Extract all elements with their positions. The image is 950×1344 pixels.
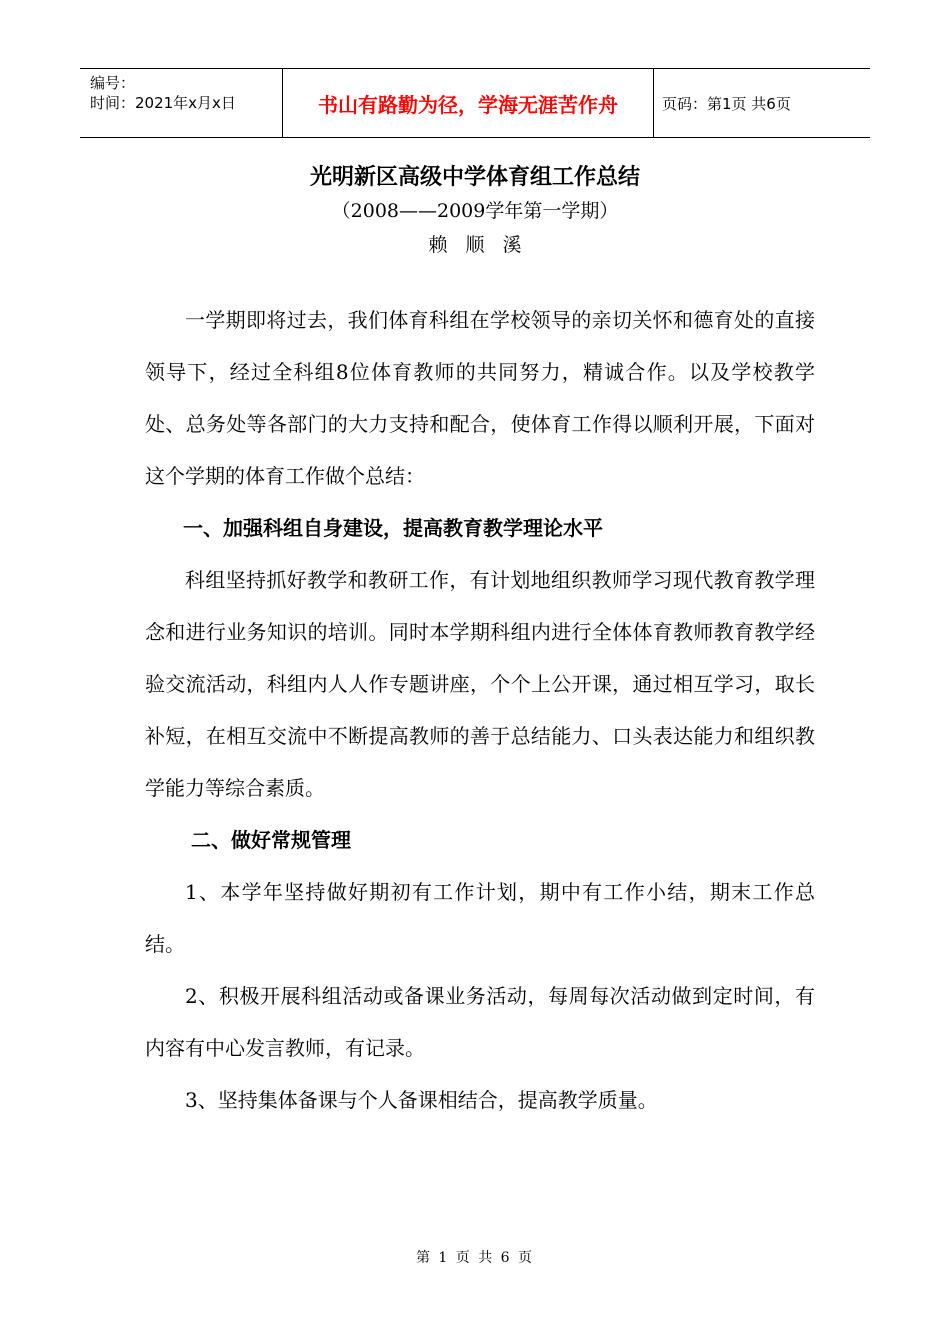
header-motto: 书山有路勤为径，学海无涯苦作舟 [282, 69, 654, 137]
section1-heading: 一、加强科组自身建设，提高教育教学理论水平 [183, 516, 603, 540]
intro-paragraph: 一学期即将过去，我们体育科组在学校领导的亲切关怀和德育处的直接领导下，经过全科组8位体育教师的共同努力，精诚合作。以及学校教学处、总务处等各部门的大力支持和配合，使体育工作得以顺利开展，下面对这个学期的体育工作做个总结： [145, 308, 815, 488]
page-footer: 第 1 页 共 6 页 [415, 1250, 535, 1266]
page-header [80, 68, 870, 138]
number-label: 编号： [90, 74, 136, 92]
document-body [145, 294, 815, 1126]
section2-item-2: 2、积极开展科组活动或备课业务活动，每周每次活动做到定时间，有内容有中心发言教师，有记录。 [145, 984, 815, 1060]
section2-heading: 二、做好常规管理 [191, 828, 351, 852]
header-page-info: 页码：第1页 共6页 [662, 94, 791, 113]
section1-paragraph: 科组坚持抓好教学和教研工作，有计划地组织教师学习现代教育教学理念和进行业务知识的培训。同时本学期科组内进行全体体育教师教育教学经验交流活动，科组内人人作专题讲座，个个上公开课，通过相互学习，取长补短，在相互交流中不断提高教师的善于总结能力、口头表达能力和组织教学能力等综合素质。 [145, 568, 815, 800]
document-author: 赖顺溪 [428, 234, 540, 256]
header-meta [80, 69, 282, 137]
document-subtitle: （2008——2009学年第一学期） [331, 200, 619, 222]
document-title: 光明新区高级中学体育组工作总结 [309, 164, 640, 190]
section2-item-1: 1、本学年坚持做好期初有工作计划，期中有工作小结，期末工作总结。 [145, 880, 815, 956]
time-label: 时间：2021年x月x日 [90, 94, 236, 112]
section2-item-3: 3、坚持集体备课与个人备课相结合，提高教学质量。 [185, 1088, 658, 1112]
